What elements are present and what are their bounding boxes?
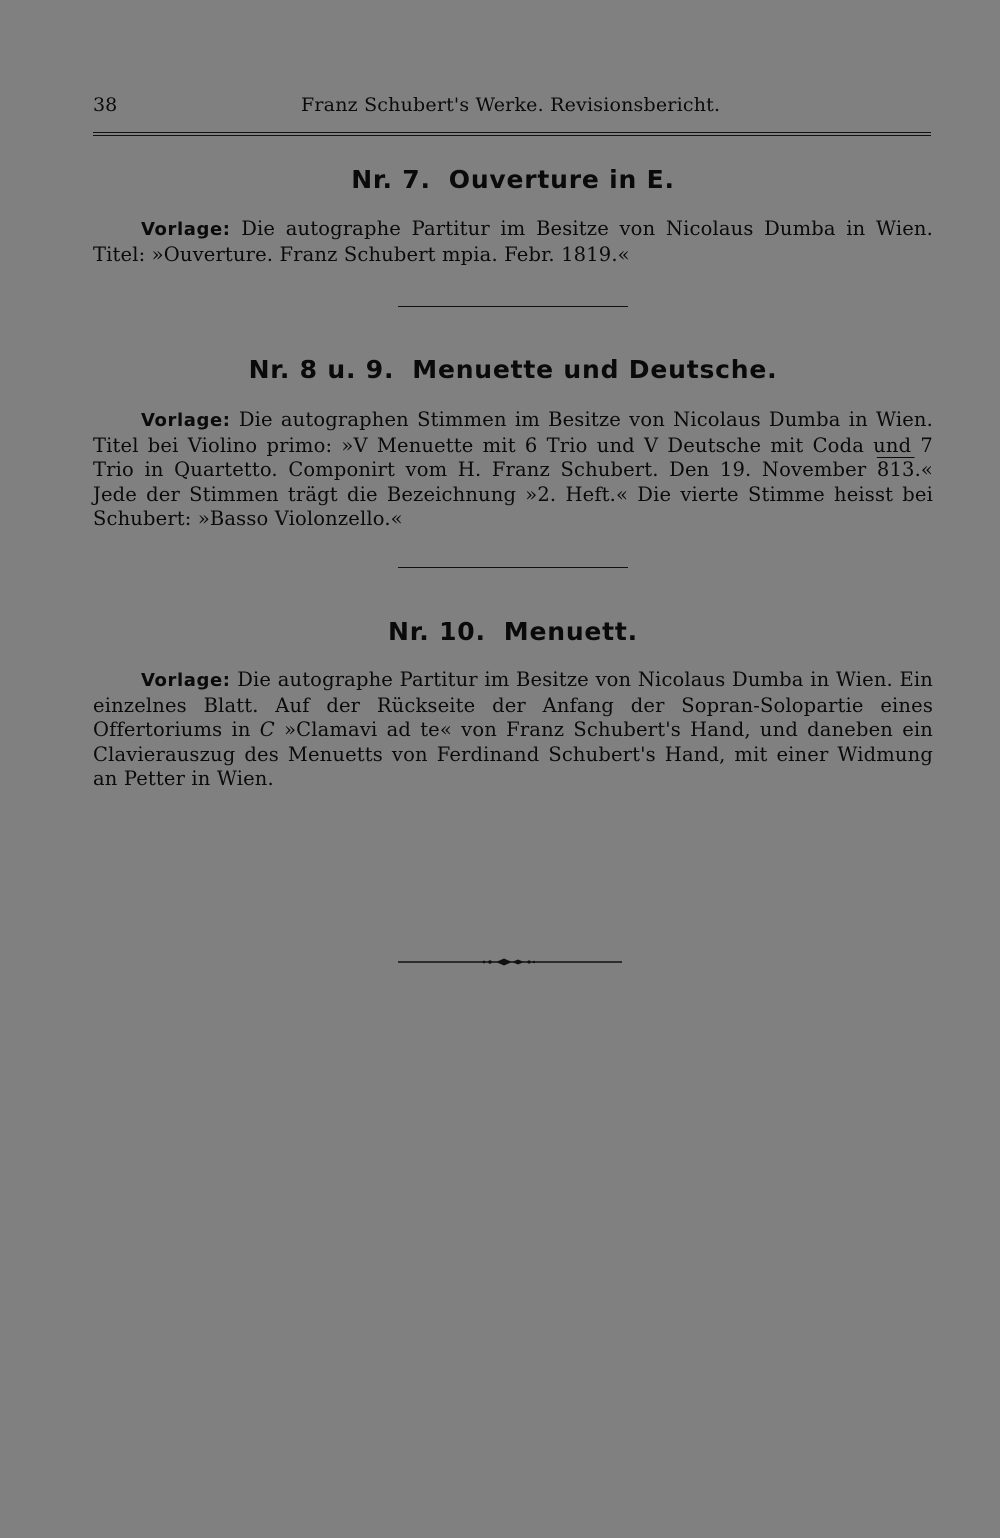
vorlage-text: Die autographe Partitur im Besitze von Nicolaus Dumba in Wien. [241, 217, 933, 240]
section-number: Nr. 8 u. 9. [248, 355, 395, 384]
running-title: Franz Schubert's Werke. Revisionsbericht. [301, 94, 721, 116]
section-number: Nr. 10. [388, 617, 486, 646]
vorlage-label: Vorlage: [141, 410, 231, 431]
vorlage-label: Vorlage: [141, 670, 231, 691]
vorlage-text: Die autographe Partitur im Besitze von Nicolaus Dumba in Wien. Ein einzelnes Blatt. Auf der Rückseite der Anfang der Sopran-Solopartie eines Offertoriums in [93, 668, 933, 741]
closing-ornament [398, 955, 622, 969]
header-double-rule [93, 132, 931, 136]
musical-key: C [259, 718, 275, 741]
vorlage-text-continued: »Clamavi ad te« von Franz Schubert's Hand, und daneben ein Clavierauszug des Menuetts von Ferdinand Schubert's Hand, mit einer Widmung an Petter in Wien. [93, 718, 933, 790]
vorlage-text-continued: .« Jede der Stimmen trägt die Bezeichnung »2. Heft.« Die vierte Stimme heisst bei Schubert: »Basso Violonzello.« [93, 458, 933, 530]
running-head [93, 92, 933, 118]
section-body-nr8-9 [93, 408, 933, 532]
section-body-nr10 [93, 668, 933, 792]
section-heading-nr8-9 [93, 355, 933, 385]
section-title: Menuette und Deutsche. [412, 355, 778, 384]
vorlage-text: Die autographen Stimmen im Besitze von Nicolaus Dumba in Wien. Titel bei Violino primo: »V Menuette mit 6 Trio und V Deutsche mit Coda und 7 Trio in Quartetto. Componirt vom H. Franz Schubert. Den 19. November [93, 408, 933, 481]
section-heading-nr7 [93, 165, 933, 195]
section-title: Menuett. [503, 617, 638, 646]
page-number: 38 [93, 94, 118, 116]
title-line: Titel: »Ouverture. Franz Schubert mpia. Febr. 1819.« [93, 242, 630, 266]
vorlage-label: Vorlage: [141, 219, 231, 240]
section-body-nr7 [93, 217, 933, 267]
section-divider [398, 306, 628, 307]
section-heading-nr10 [93, 617, 933, 647]
year-with-overline: 813 [876, 458, 915, 481]
section-title: Ouverture in E. [448, 165, 675, 194]
section-number: Nr. 7. [351, 165, 431, 194]
section-divider [398, 567, 628, 568]
